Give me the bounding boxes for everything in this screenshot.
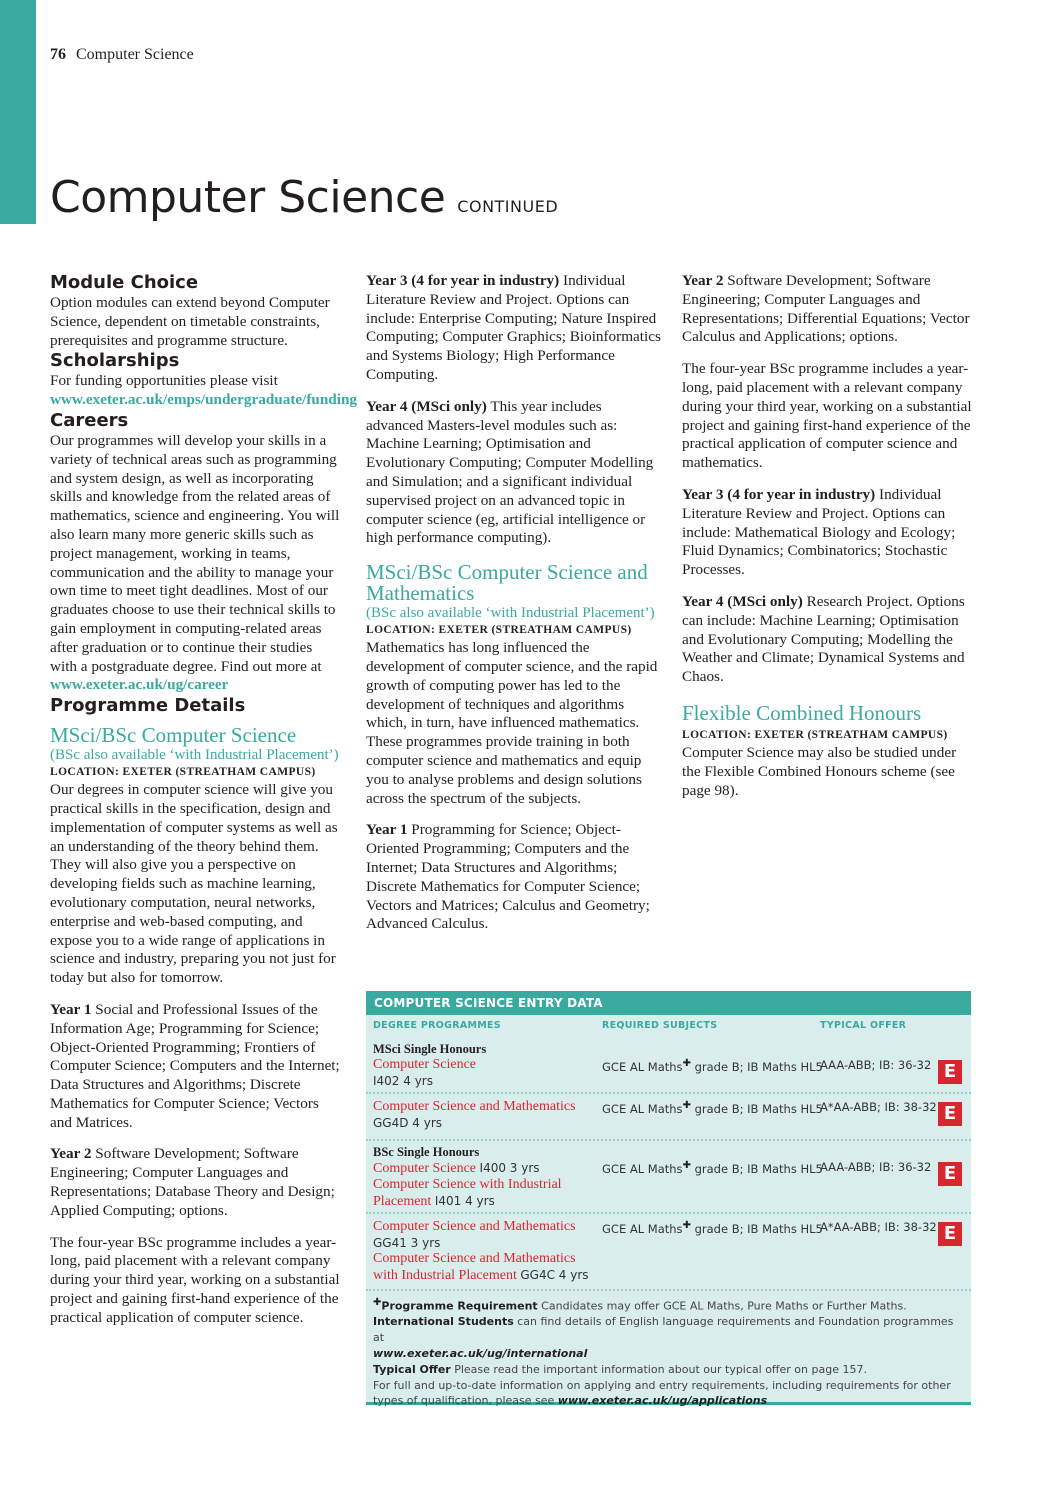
cs-year2 — [50, 1145, 342, 1220]
cs-year3-label: Year 3 (4 for year in industry) — [366, 272, 560, 289]
note-international — [373, 1314, 965, 1346]
careers-heading: Careers — [50, 409, 129, 431]
plus-icon: ✚ — [373, 1297, 382, 1308]
column-1 — [50, 272, 358, 1328]
req-maths: GCE AL Maths — [602, 1161, 683, 1176]
e-badge-icon: E — [938, 1102, 962, 1126]
group-label: BSc Single Honours — [373, 1145, 480, 1159]
fch-text: Computer Science may also be studied under the Flexible Combined Honours scheme (see page 98). — [682, 743, 957, 799]
module-choice-text: Option modules can extend beyond Computer Science, dependent on timetable constraints, prerequisites and programme structure. — [50, 294, 330, 349]
cs-year2-text: Software Development; Software Engineering; Computer Languages and Representations; Database Theory and Design; Applied Computing; options. — [50, 1145, 335, 1219]
csm-year3-label: Year 3 (4 for year in industry) — [682, 485, 876, 503]
section-name: Computer Science — [76, 46, 194, 63]
intl-label: International Students — [373, 1315, 514, 1329]
page-title-continued: CONTINUED — [457, 197, 559, 216]
required-subjects — [602, 1160, 823, 1176]
req-grade: grade B; IB Maths HL5 — [690, 1101, 823, 1116]
note-international-link-line — [373, 1346, 965, 1362]
req-grade: grade B; IB Maths HL5 — [690, 1161, 823, 1176]
row-divider — [366, 1289, 971, 1291]
cs-year4-label: Year 4 (MSci only) — [366, 397, 487, 415]
programme-name-2[interactable]: Computer Science with Industrial Placement — [373, 1177, 562, 1209]
col-header-degree: DEGREE PROGRAMMES — [373, 1020, 501, 1031]
programme-name[interactable]: Computer Science — [373, 1057, 477, 1072]
plus-icon: ✚ — [682, 1058, 691, 1069]
plus-icon: ✚ — [682, 1160, 691, 1171]
csm-year2-text: Software Development; Software Engineering; Computer Languages and Representations; Differential Equations; Vector Calculus and Applications; options. — [682, 272, 970, 346]
cs-year1-text: Social and Professional Issues of the Information Age; Programming for Science; Object-Oriented Programming; Frontiers of Computer Science; Computers and the Internet; Data Structures and Algorithms; Discrete Mathematics for Computer Science; Vectors and Matrices. — [50, 1000, 340, 1131]
csm-programme-subtitle: (BSc also available ‘with Industrial Placement’) — [366, 605, 655, 622]
csm-location: LOCATION: EXETER (STREATHAM CAMPUS) — [366, 624, 632, 637]
cs-year4-text: This year includes advanced Masters-level modules such as: Machine Learning; Optimisation and Evolutionary Computing; Computer Modelling and Simulation; and a significant individual supervised project on an advanced topic in computer science (eg, artificial intelligence or high performance computing). — [366, 397, 654, 547]
fch-location: LOCATION: EXETER (STREATHAM CAMPUS) — [682, 728, 948, 741]
programme-name[interactable]: Computer Science — [373, 1161, 477, 1176]
e-badge-icon: E — [938, 1162, 962, 1186]
csm-year3-text: Individual Literature Review and Project. Options can include: Mathematical Biology and Ecology; Fluid Dynamics; Combinatorics; Stochastic Processes. — [682, 485, 956, 579]
typical-offer: AAA-ABB; IB: 36-32 — [820, 1058, 932, 1072]
typical-offer: A*AA-ABB; IB: 38-32 — [820, 1220, 937, 1234]
page-title-main: Computer Science — [50, 172, 446, 223]
cs-location: LOCATION: EXETER (STREATHAM CAMPUS) — [50, 766, 316, 779]
degree-cell — [373, 1144, 598, 1210]
intl-link[interactable]: www.exeter.ac.uk/ug/international — [373, 1347, 588, 1361]
entry-data-table — [366, 991, 971, 1408]
csm-year1-label: Year 1 — [366, 821, 408, 839]
degree-cell — [373, 1219, 598, 1284]
cs-year4 — [366, 398, 662, 548]
column-2 — [366, 272, 662, 934]
cs-year1 — [50, 1001, 342, 1133]
e-badge-icon: E — [938, 1222, 962, 1246]
programme-name-2[interactable]: Computer Science and Mathematics with Industrial Placement — [373, 1251, 576, 1283]
module-choice-heading: Module Choice — [50, 272, 199, 293]
req-grade: grade B; IB Maths HL5 — [690, 1059, 823, 1074]
entry-notes — [373, 1295, 965, 1409]
cs-programme-text: Our degrees in computer science will give you practical skills in the specification, design and implementation of computer systems as well as an understanding of the theory behind them. They will also give you a perspective on developing fields such as machine learning, evolutionary computation, neural networks, enterprise and web-based computing, and expose you to a wide range of applications in science and industry, preparing you not just for today but also for tomorrow. — [50, 781, 338, 987]
degree-cell — [373, 1041, 598, 1089]
req-maths: GCE AL Maths — [602, 1101, 683, 1116]
programme-code-2: I401 4 yrs — [434, 1194, 495, 1208]
typical-offer: A*AA-ABB; IB: 38-32 — [820, 1100, 937, 1114]
csm-programme-title: MSci/BSc Computer Science and Mathematics — [366, 560, 648, 606]
applications-link[interactable]: www.exeter.ac.uk/ug/applications — [557, 1394, 768, 1408]
cs-year3 — [366, 272, 662, 385]
req-maths: GCE AL Maths — [602, 1221, 683, 1236]
csm-year4-text: Research Project. Options can include: Machine Learning; Optimisation and Evolutionary Computing; Modelling the Weather and Climate; Dynamical Systems and Chaos. — [682, 592, 965, 686]
csm-placement-text: The four-year BSc programme includes a year-long, paid placement with a relevant company during your third year, working on a substantial project and gaining first-hand experience of the practical application of computer science and mathematics. — [682, 360, 972, 472]
row-divider — [366, 1139, 971, 1141]
note-full-info — [373, 1378, 965, 1410]
prog-req-label: Programme Requirement — [381, 1299, 538, 1313]
programme-name[interactable]: Computer Science and Mathematics — [373, 1099, 576, 1114]
cs-year2-label: Year 2 — [50, 1145, 92, 1163]
row-divider — [366, 1092, 971, 1094]
scholarships-body: For funding opportunities please visit — [50, 372, 278, 390]
programme-code: GG4D 4 yrs — [373, 1116, 443, 1130]
degree-cell — [373, 1099, 598, 1131]
fch-title: Flexible Combined Honours — [682, 700, 922, 725]
csm-year4-label: Year 4 (MSci only) — [682, 592, 803, 610]
required-subjects — [602, 1100, 823, 1116]
cs-programme-subtitle: (BSc also available ‘with Industrial Placement’) — [50, 747, 339, 764]
programme-details-heading: Programme Details — [50, 695, 246, 717]
plus-icon: ✚ — [682, 1100, 691, 1111]
row-divider — [366, 1212, 971, 1214]
col-header-subjects: REQUIRED SUBJECTS — [602, 1020, 718, 1031]
typical-offer: AAA-ABB; IB: 36-32 — [820, 1160, 932, 1174]
entry-data-title: COMPUTER SCIENCE ENTRY DATA — [366, 991, 971, 1015]
prog-req-text: Candidates may offer GCE AL Maths, Pure Maths or Further Maths. — [537, 1299, 907, 1313]
programme-code: I402 4 yrs — [373, 1074, 433, 1088]
csm-year4 — [682, 593, 978, 687]
col-header-offer: TYPICAL OFFER — [820, 1020, 907, 1031]
csm-year3 — [682, 486, 978, 580]
note-programme-requirement — [373, 1295, 965, 1314]
scholarships-heading: Scholarships — [50, 350, 180, 372]
required-subjects — [602, 1058, 823, 1074]
req-grade: grade B; IB Maths HL5 — [690, 1221, 823, 1236]
csm-programme-text: Mathematics has long influenced the development of computer science, and the rapid growth of computing power has led to the development of techniques and algorithms which, in turn, have influenced mathematics. These programmes provide training in both computer science and mathematics and equip you to analyse problems and design solutions across the spectrum of the subjects. — [366, 639, 658, 807]
scholarships-text — [50, 372, 358, 410]
careers-body: Our programmes will develop your skills in a variety of technical areas such as programming and system design, as well as incorporating skills and knowledge from the related areas of mathematics, science and engineering. You will also learn many more generic skills such as project management, working in teams, communication and the ability to manage your own time to meet tight deadlines. Most of our graduates choose to use their technical skills to gain employment in computing-related areas after graduation or to continue their studies with a postgraduate degree. Find out more at — [50, 431, 340, 675]
full-text: For full and up-to-date information on applying and entry requirements, including requirements for other types of qualification, please see — [373, 1378, 951, 1408]
careers-link[interactable]: www.exeter.ac.uk/ug/career — [50, 676, 229, 694]
note-typical-offer — [373, 1362, 965, 1378]
careers-text — [50, 432, 342, 695]
section-color-bar — [0, 0, 36, 224]
programme-code: I400 3 yrs — [479, 1161, 540, 1175]
page-title — [50, 172, 558, 223]
cs-year1-label: Year 1 — [50, 1000, 92, 1018]
offer-label: Typical Offer — [373, 1362, 451, 1376]
column-3 — [682, 272, 978, 800]
required-subjects — [602, 1220, 823, 1236]
plus-icon: ✚ — [682, 1220, 691, 1231]
programme-name[interactable]: Computer Science and Mathematics — [373, 1219, 576, 1234]
programme-code: GG41 3 yrs — [373, 1236, 441, 1250]
programme-code-2: GG4C 4 yrs — [520, 1268, 589, 1282]
cs-year3-text: Individual Literature Review and Project. Options can include: Enterprise Computing; Nature Inspired Computing; Computer Graphics; Bioinformatics and Systems Biology; High Performance Computing. — [366, 272, 661, 383]
cs-programme-title: MSci/BSc Computer Science — [50, 723, 297, 748]
page-number: 76 — [50, 46, 66, 63]
e-badge-icon: E — [938, 1060, 962, 1084]
group-label: MSci Single Honours — [373, 1042, 487, 1056]
offer-text: Please read the important information about our typical offer on page 157. — [450, 1362, 867, 1376]
csm-year2 — [682, 272, 978, 347]
req-maths: GCE AL Maths — [602, 1059, 683, 1074]
running-header — [50, 46, 194, 64]
cs-placement-text: The four-year BSc programme includes a year-long, paid placement with a relevant company during your third year, working on a substantial project and gaining first-hand experience of the practical application of computer science. — [50, 1233, 340, 1326]
scholarships-link[interactable]: www.exeter.ac.uk/emps/undergraduate/funding — [50, 391, 358, 409]
csm-year1 — [366, 821, 662, 934]
csm-year1-text: Programming for Science; Object-Oriented Programming; Computers and the Internet; Data Structures and Algorithms; Discrete Mathematics for Computer Science; Vectors and Matrices; Calculus and Geometry; Advanced Calculus. — [366, 821, 650, 933]
intl-text: can find details of English language requirements and Foundation programmes at — [373, 1315, 954, 1345]
csm-year2-label: Year 2 — [682, 272, 724, 289]
